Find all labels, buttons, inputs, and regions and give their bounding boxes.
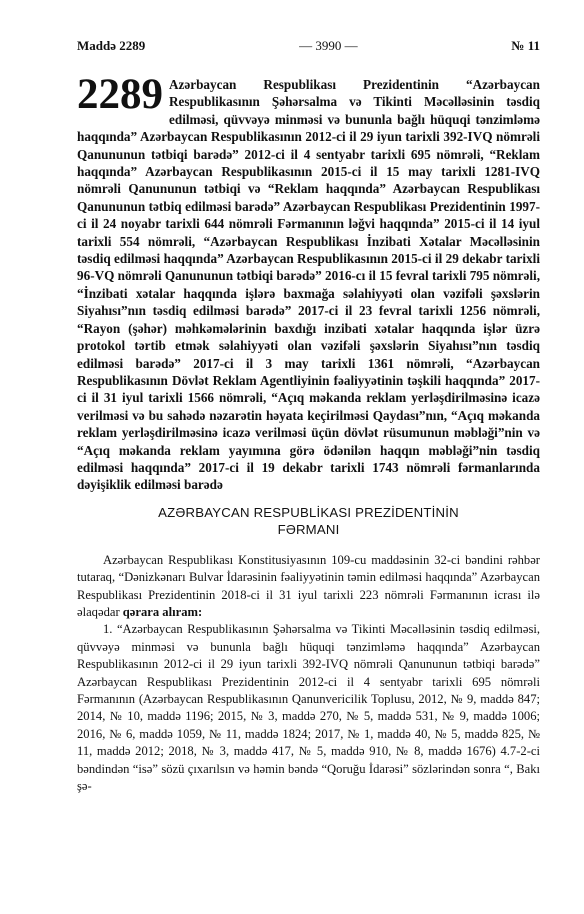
article-title-block [77, 71, 541, 494]
preamble-paragraph [77, 552, 540, 622]
issue-number: № 11 [511, 38, 540, 53]
article-number: 2289 [77, 71, 163, 118]
clause-1-paragraph: 1. “Azərbaycan Respublikasının Şəhərsalma və Tikinti Məcəlləsinin təsdiq edilməsi, qüvvəyə minməsi və bununla bağlı hüquqi tənzimləmə haqqında” Azərbaycan Respublikasının 2012-ci il 29 iyun tarixli 392-IVQ nömrəli Qanununun tətbiqi barədə” Azərbaycan Respublikası Prezidentinin 2012-ci il 4 sentyabr tarixli 695 nömrəli Fərmanının (Azərbaycan Respublikasının Qanunvericilik Toplusu, 2012, № 9, maddə 847; 2014, № 10, maddə 1196; 2015, № 3, maddə 270, № 5, maddə 531, № 9, maddə 1006; 2016, № 6, maddə 1059, № 11, maddə 1824; 2017, № 1, maddə 40, № 5, maddə 825, № 11, maddə 2012; 2018, № 3, maddə 417, № 5, maddə 910, № 8, maddə 1676) 4.7-2-ci bəndindən “isə” sözü çıxarılsın və həmin bəndə “Qoruğu İdarəsi” sözlərindən sonra “, Bakı şə- [77, 622, 540, 794]
decree-heading-line1: AZƏRBAYCAN RESPUBLİKASI PREZİDENTİNİN [158, 504, 459, 520]
article-ref: Maddə 2289 [77, 38, 146, 53]
decree-heading-line2: FƏRMANI [277, 521, 340, 537]
decree-heading [77, 504, 540, 538]
preamble-text: Azərbaycan Respublikası Konstitusiyasının 109-cu maddəsinin 32-ci bəndini rəhbər tutaraq, “Dənizkənarı Bulvar İdarəsinin fəaliyyətinin təmin edilməsi haqqında” Azərbaycan Respublikası Prezidentinin 2018-ci il 31 iyul tarixli 223 nömrəli Fərmanının icrası ilə əlaqədar [77, 552, 540, 619]
decree-body [77, 552, 540, 796]
page-header [77, 38, 540, 54]
article-title: Azərbaycan Respublikası Prezidentinin “Azərbaycan Respublikasının Şəhərsalma və Tikinti Məcəlləsinin təsdiq edilməsi, qüvvəyə minməsi və bununla bağlı hüquqi tənzimləmə haqqında” Azərbaycan Respublikasının 2012-ci il 29 iyun tarixli 392-IVQ nömrəli Qanununun tətbiqi barədə” 2012-ci il 4 sentyabr tarixli 695 nömrəli, “Reklam haqqında” Azərbaycan Respublikasının 2015-ci il 15 may tarixli 1281-IVQ nömrəli Qanununun tətbiqi və “Reklam haqqında” Azərbaycan Respublikası Qanununun tətbiq edilməsi barədə” Azərbaycan Respublikası Prezidentinin 1997-ci il 24 noyabr tarixli 644 nömrəli Fərmanının ləğvi haqqında” 2015-ci il 14 iyul tarixli 554 nömrəli, “Azərbaycan Respublikası İnzibati Xətalar Məcəlləsinin təsdiq edilməsi haqqında” Azərbaycan Respublikasının 2015-ci il 29 dekabr tarixli 96-VQ nömrəli Qanununun tətbiqi barədə” 2016-cı il 15 fevral tarixli 795 nömrəli, “İnzibati xətalar haqqında işlərə baxmağa səlahiyyəti olan vəzifəli şəxslərin Siyahısı”nın təsdiq edilməsi barədə” 2017-ci il 23 fevral tarixli 1256 nömrəli, “Rayon (şəhər) məhkəmələrinin baxdığı inzibati xətalar haqqında işlər üzrə protokol tərtib etmək səlahiyyəti olan vəzifəli şəxslərin Siyahısı”nın təsdiq edilməsi barədə” 2017-ci il 3 may tarixli 1361 nömrəli, “Azərbaycan Respublikasının Dövlət Reklam Agentliyinin fəaliyyətinin təşkili haqqında” 2017-ci il 31 iyul tarixli 1566 nömrəli, “Açıq məkanda reklam yerləşdirilməsinə icazə verilməsi və bu sahədə nəzarətin həyata keçirilməsi Qaydası”nın, “Açıq məkanda reklam yerləşdirilməsinə icazə verilməsi üçün dövlət rüsumunun məbləği”nin və “Açıq məkanda reklam yayımına görə ödənilən haqqın məbləği”nin təsdiq edilməsi haqqında” 2017-ci il 19 dekabr tarixli 1743 nömrəli fərmanlarında dəyişiklik edilməsi barədə [77, 77, 541, 493]
page-number: — 3990 — [299, 38, 358, 53]
resolution-phrase: qərara alıram: [122, 604, 203, 619]
